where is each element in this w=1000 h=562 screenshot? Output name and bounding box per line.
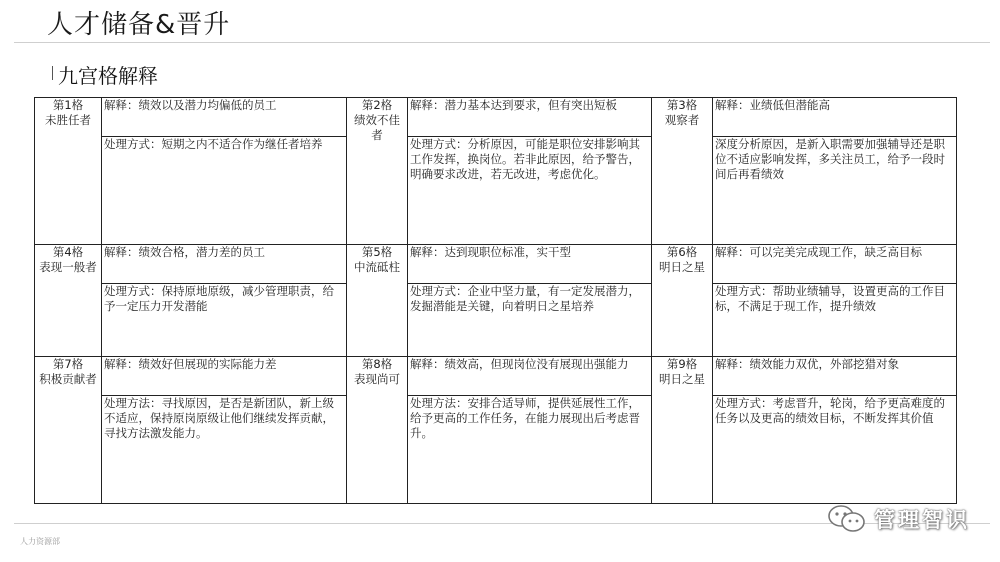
box-4-label: 第4格 表现一般者 <box>35 245 102 357</box>
box-6-explain: 解释：可以完美完成现工作，缺乏高目标 <box>713 245 957 284</box>
footer-text: 人力资源部 <box>20 537 60 546</box>
grid-row-3-handle <box>35 395 957 503</box>
box-2-explain: 解释：潜力基本达到要求，但有突出短板 <box>408 98 652 137</box>
section-title-text: 九宫格解释 <box>58 64 158 88</box>
box-6-label: 第6格 明日之星 <box>652 245 713 357</box>
box-5-label: 第5格 中流砥柱 <box>347 245 408 357</box>
box-3-explain: 解释：业绩低但潜能高 <box>713 98 957 137</box>
box-4-handle: 处理方式：保持原地原级，减少管理职责，给予一定压力开发潜能 <box>102 284 347 357</box>
box-7-explain: 解释：绩效好但展现的实际能力差 <box>102 356 347 395</box>
grid-row-1-handle <box>35 137 957 245</box>
box-8-label: 第8格 表现尚可 <box>347 356 408 503</box>
grid-row-1-explain <box>35 98 957 137</box>
nine-box-grid <box>34 97 957 504</box>
header-divider <box>14 42 990 43</box>
box-8-handle: 处理方法：安排合适导师，提供延展性工作，给予更高的工作任务，在能力展现出后考虑晋升。 <box>408 395 652 503</box>
box-1-label: 第1格 未胜任者 <box>35 98 102 245</box>
box-7-label: 第7格 积极贡献者 <box>35 356 102 503</box>
box-9-handle: 处理方式：考虑晋升，轮岗，给予更高难度的任务以及更高的绩效目标，不断发挥其价值 <box>713 395 957 503</box>
title-marker <box>52 66 53 80</box>
box-8-explain: 解释：绩效高，但现岗位没有展现出强能力 <box>408 356 652 395</box>
box-3-label: 第3格 观察者 <box>652 98 713 245</box>
box-7-handle: 处理方法：寻找原因，是否是新团队，新上级不适应，保持原岗原级让他们继续发挥贡献，寻找方法激发能力。 <box>102 395 347 503</box>
box-9-explain: 解释：绩效能力双优，外部挖猎对象 <box>713 356 957 395</box>
watermark-text: 管理智识 <box>874 508 970 532</box>
section-title <box>58 60 158 89</box>
grid-row-2-handle <box>35 284 957 357</box>
box-1-explain: 解释：绩效以及潜力均偏低的员工 <box>102 98 347 137</box>
box-9-label: 第9格 明日之星 <box>652 356 713 503</box>
grid-row-3-explain <box>35 356 957 395</box>
box-1-handle: 处理方式：短期之内不适合作为继任者培养 <box>102 137 347 245</box>
box-5-explain: 解释：达到现职位标准，实干型 <box>408 245 652 284</box>
box-3-handle: 深度分析原因，是新入职需要加强辅导还是职位不适应影响发挥，多关注员工，给予一段时间后再看绩效 <box>713 137 957 245</box>
page-title: 人才储备&晋升 <box>47 10 231 40</box>
watermark <box>826 503 970 535</box>
box-4-explain: 解释：绩效合格，潜力差的员工 <box>102 245 347 284</box>
wechat-icon <box>826 503 868 535</box>
box-6-handle: 处理方式：帮助业绩辅导，设置更高的工作目标，不满足于现工作，提升绩效 <box>713 284 957 357</box>
box-2-handle: 处理方式：分析原因，可能是职位安排影响其工作发挥，换岗位。若非此原因，给予警告，明确要求改进，若无改进，考虑优化。 <box>408 137 652 245</box>
grid-row-2-explain <box>35 245 957 284</box>
box-2-label: 第2格 绩效不佳 者 <box>347 98 408 245</box>
box-5-handle: 处理方式：企业中坚力量，有一定发展潜力，发掘潜能是关键，向着明日之星培养 <box>408 284 652 357</box>
